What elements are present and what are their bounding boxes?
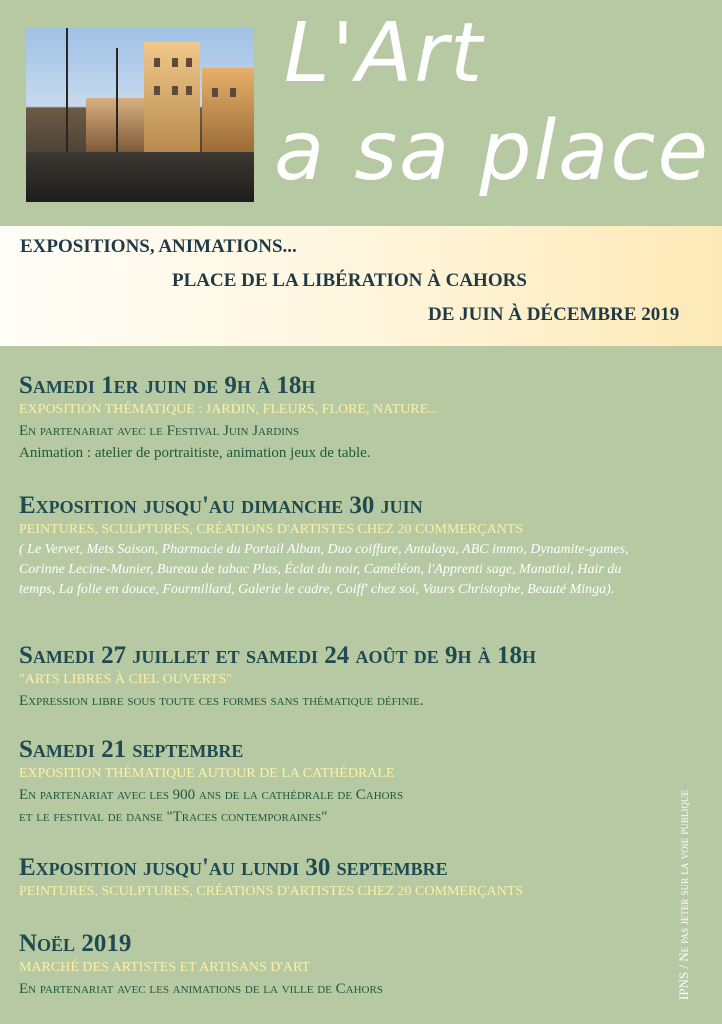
ipns-notice: IPNS / Ne pas jeter sur la voie publique — [676, 790, 691, 1000]
band-line-2: PLACE DE LA LIBÉRATION À CAHORS — [172, 270, 527, 291]
section-heading: Samedi 27 juillet et samedi 24 août de 9h à 18h — [19, 642, 536, 669]
section-note: En partenariat avec le Festival Juin Jardins — [19, 423, 299, 439]
section-july-august — [19, 642, 669, 712]
band-line-3: DE JUIN À DÉCEMBRE 2019 — [428, 304, 680, 325]
section-subtitle: PEINTURES, SCULPTURES, CRÉATIONS D'ARTISTES CHEZ 20 COMMERÇANTS — [19, 522, 524, 537]
section-subtitle: EXPOSITION THÉMATIQUE : JARDIN, FLEURS, FLORE, NATURE... — [19, 402, 439, 417]
band-line-1: EXPOSITIONS, ANIMATIONS... — [20, 236, 297, 257]
section-heading: Noël 2019 — [19, 930, 132, 957]
section-heading: Exposition jusqu'au lundi 30 septembre — [19, 854, 448, 881]
section-september-21 — [19, 736, 669, 828]
section-note: et le festival de danse "Traces contemporaines" — [19, 809, 328, 825]
section-note: Animation : atelier de portraitiste, animation jeux de table. — [19, 445, 371, 461]
title-line-2: a sa place — [274, 104, 710, 199]
section-subtitle: EXPOSITION THÉMATIQUE AUTOUR DE LA CATHÉDRALE — [19, 766, 395, 781]
section-note: Expression libre sous toute ces formes sans thématique définie. — [19, 693, 424, 709]
section-september-30 — [19, 854, 669, 902]
section-june-30 — [19, 492, 669, 600]
title-line-1: L'Art — [284, 6, 485, 101]
section-subtitle: PEINTURES, SCULPTURES, CRÉATIONS D'ARTISTES CHEZ 20 COMMERÇANTS — [19, 884, 524, 899]
section-heading: Samedi 1er juin de 9h à 18h — [19, 372, 316, 399]
section-subtitle: MARCHÉ DES ARTISTES ET ARTISANS D'ART — [19, 960, 311, 975]
section-heading: Samedi 21 septembre — [19, 736, 244, 763]
section-note: En partenariat avec les 900 ans de la cathédrale de Cahors — [19, 787, 404, 803]
section-noel — [19, 930, 669, 1000]
section-heading: Exposition jusqu'au dimanche 30 juin — [19, 492, 423, 519]
section-note: En partenariat avec les animations de la ville de Cahors — [19, 981, 383, 997]
section-june-1 — [19, 372, 669, 464]
header-band — [0, 226, 722, 346]
section-details: ( Le Vervet, Mets Saison, Pharmacie du Portail Alban, Duo coiffure, Antalaya, ABC immo, Dynamite-games, Corinne Lecine-Munier, Bureau de tabac Plas, Éclat du noir, Caméléon, l'Apprenti sage, Manatial, Hair du temps, La folie en douce, Fourmillard, Galerie le cadre, Coiff' chez soi, Vaurs Christophe, Beauté Minga). — [19, 542, 629, 597]
section-subtitle: "ARTS LIBRES À CIEL OUVERTS" — [19, 672, 233, 687]
place-photo — [26, 28, 254, 202]
